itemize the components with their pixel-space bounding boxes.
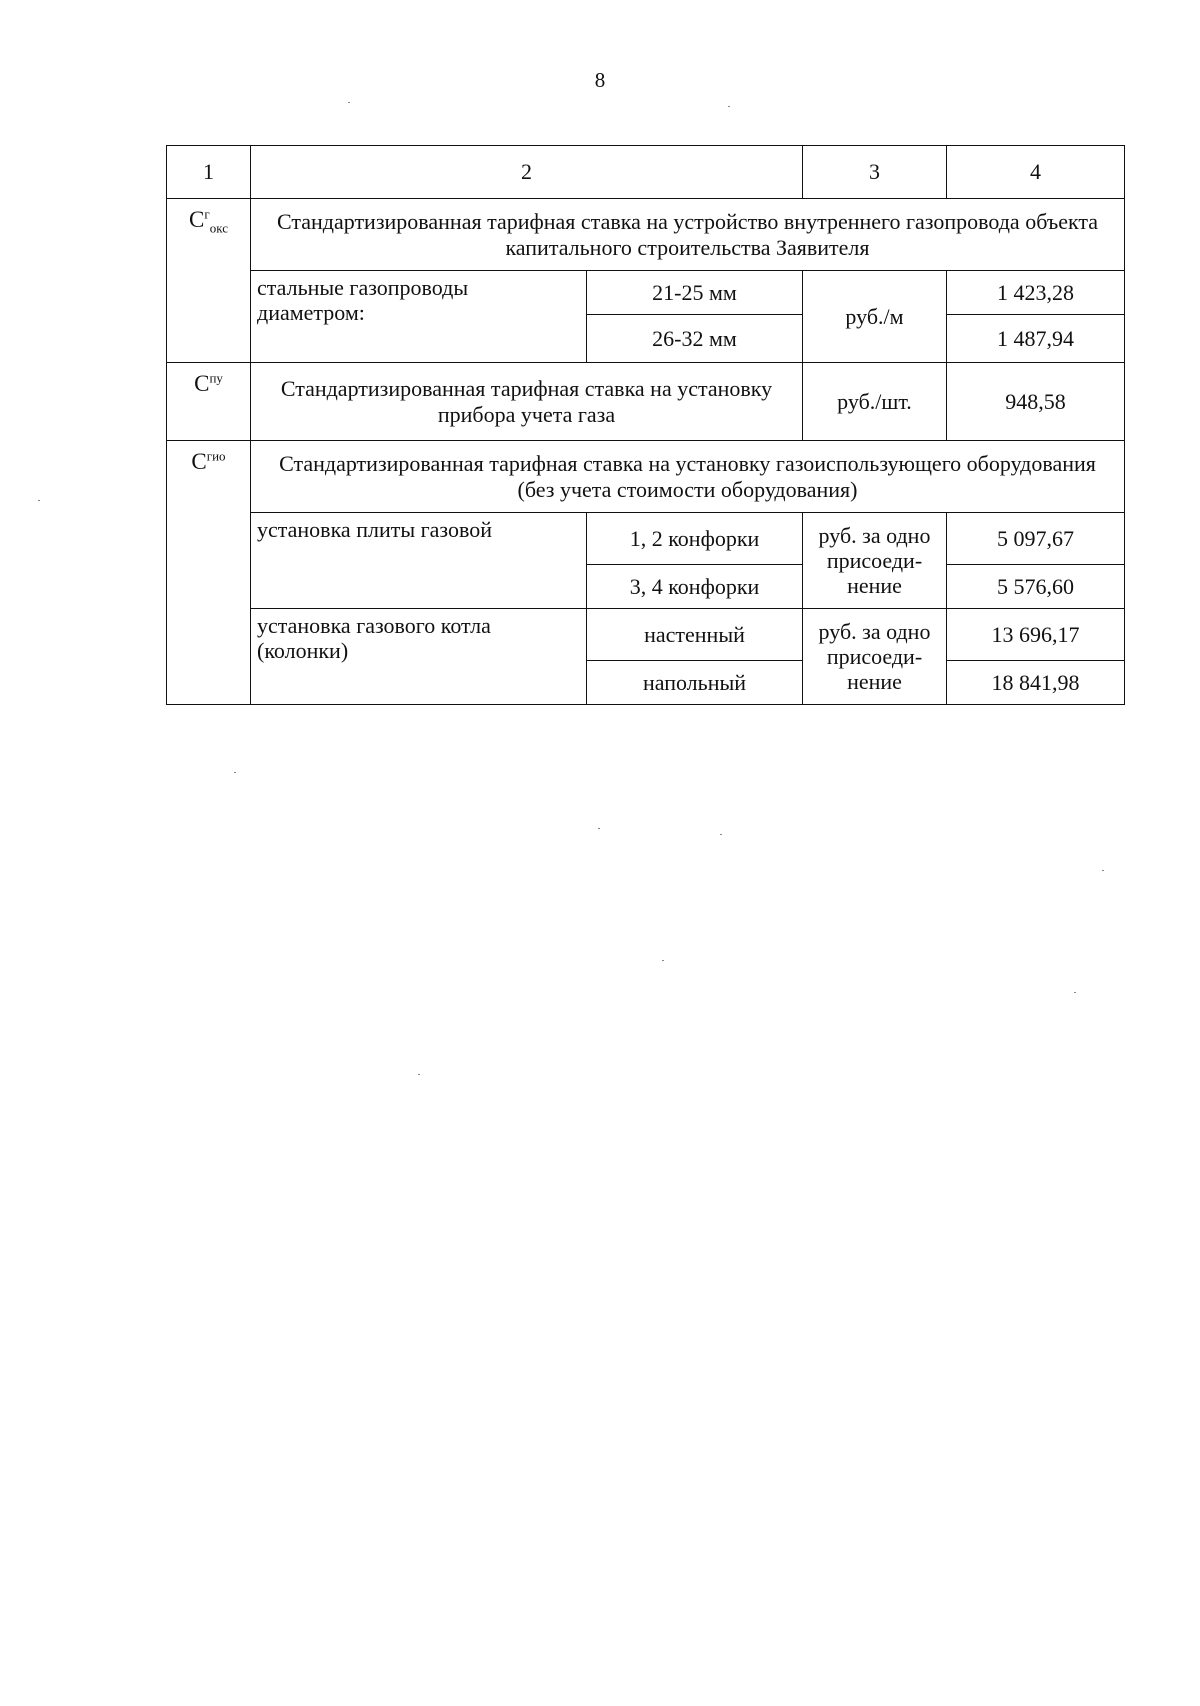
table-row (167, 199, 1125, 271)
table-row (167, 609, 1125, 661)
unit-cell: руб./шт. (803, 363, 947, 441)
table-header-row (167, 146, 1125, 199)
scan-speck (720, 834, 722, 835)
value-cell: 948,58 (947, 363, 1125, 441)
variant-cell: 1, 2 конфорки (587, 513, 803, 565)
header-col-1: 1 (167, 146, 251, 199)
table-row (167, 441, 1125, 513)
value-cell: 13 696,17 (947, 609, 1125, 661)
value-cell: 1 423,28 (947, 271, 1125, 315)
header-col-2: 2 (251, 146, 803, 199)
rate-code-gio: $C^{гио}$ (167, 441, 251, 705)
item-label-boiler: установка газового котла (колонки) (251, 609, 587, 705)
scan-speck (662, 960, 664, 961)
header-col-3: 3 (803, 146, 947, 199)
value-cell: 1 487,94 (947, 315, 1125, 363)
value-cell: 18 841,98 (947, 661, 1125, 705)
scan-speck (1074, 992, 1076, 993)
scan-speck (598, 828, 600, 829)
rate-code-pu: $C^{пу}$ (167, 363, 251, 441)
rate-description-oks: Стандартизированная тарифная ставка на устройство внутреннего газопровода объекта капитального строительства Заявителя (251, 199, 1125, 271)
item-label-pipes: стальные газопроводы диаметром: (251, 271, 587, 363)
page-number: 8 (594, 68, 606, 92)
scan-speck (728, 106, 730, 107)
table-row (167, 271, 1125, 315)
value-cell: 5 097,67 (947, 513, 1125, 565)
tariff-table (166, 145, 1125, 705)
unit-cell: руб. за одно присоеди-нение (803, 609, 947, 705)
variant-cell: напольный (587, 661, 803, 705)
variant-cell: настенный (587, 609, 803, 661)
scan-speck (234, 772, 236, 773)
rate-code-oks: $C^г_{окс}$ (167, 199, 251, 363)
rate-description-pu: Стандартизированная тарифная ставка на установку прибора учета газа (251, 363, 803, 441)
table-row (167, 513, 1125, 565)
table-row (167, 363, 1125, 441)
unit-cell: руб. за одно присоеди-нение (803, 513, 947, 609)
rate-description-gio: Стандартизированная тарифная ставка на установку газоиспользующего оборудования (без учета стоимости оборудования) (251, 441, 1125, 513)
header-col-4: 4 (947, 146, 1125, 199)
unit-cell: руб./м (803, 271, 947, 363)
variant-cell: 21-25 мм (587, 271, 803, 315)
item-label-stove: установка плиты газовой (251, 513, 587, 609)
scan-speck (38, 500, 40, 501)
scan-speck (348, 102, 350, 103)
scan-speck (418, 1074, 420, 1075)
value-cell: 5 576,60 (947, 565, 1125, 609)
variant-cell: 3, 4 конфорки (587, 565, 803, 609)
scan-speck (1102, 870, 1104, 871)
variant-cell: 26-32 мм (587, 315, 803, 363)
